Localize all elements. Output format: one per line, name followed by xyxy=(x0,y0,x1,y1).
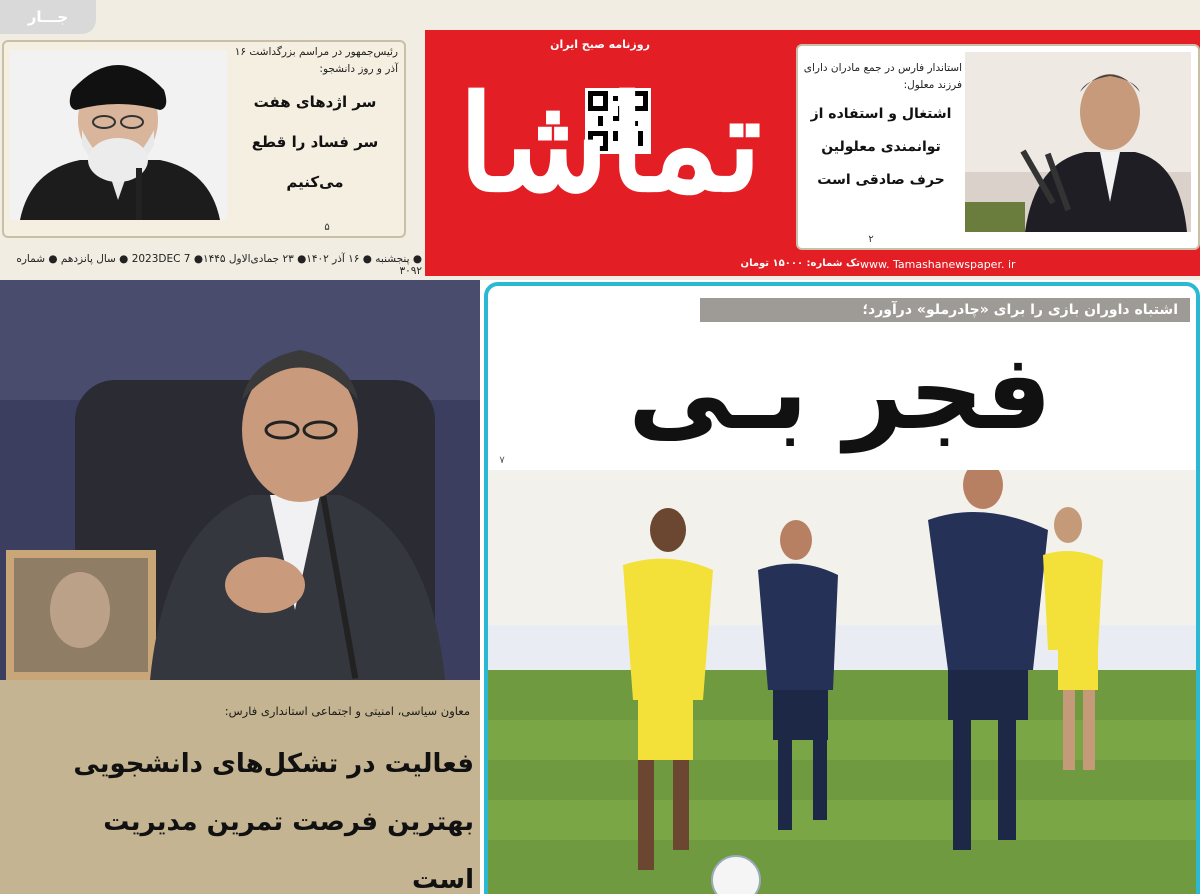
governor-photo xyxy=(965,52,1191,232)
left-headline-line: سر اژدهای هفت xyxy=(253,93,377,111)
left-teaser-kicker: رئیس‌جمهور در مراسم بزرگداشت ۱۶ آذر و روز دانشجو: xyxy=(234,46,398,75)
main-headline-line: فعالیت در تشکل‌های دانشجویی xyxy=(73,749,474,779)
newspaper-tagline: روزنامه صبح ایران xyxy=(550,38,650,51)
website-url[interactable]: www. Tamashanewspaper. ir xyxy=(860,258,1016,271)
right-headline-line: اشتغال و استفاده از xyxy=(810,106,952,122)
right-headline-line: توانمندی معلولین xyxy=(821,139,941,155)
main-headline-line: بهترین فرصت تمرین مدیریت xyxy=(103,807,474,837)
main-headline-line: است xyxy=(411,865,474,894)
sport-page-number: ۷ xyxy=(499,455,505,466)
left-headline-line: سر فساد را قطع xyxy=(251,133,379,151)
official-photo xyxy=(0,280,480,680)
sport-kicker: اشتباه داوران بازی را برای «چادرملو» درآورد؛ xyxy=(700,298,1190,322)
football-match-photo xyxy=(488,470,1196,894)
main-story-kicker: معاون سیاسی، امنیتی و اجتماعی استانداری فارس: xyxy=(224,704,470,718)
left-teaser-headline xyxy=(232,82,398,202)
newspaper-logo: تماشا xyxy=(457,67,763,222)
right-teaser-text xyxy=(800,60,962,197)
president-photo xyxy=(10,50,227,220)
corner-tag: جـــار xyxy=(0,0,96,34)
right-headline-line: حرف صادقی است xyxy=(817,172,945,188)
sport-headline xyxy=(500,322,1180,462)
right-teaser-headline xyxy=(800,98,962,197)
right-teaser-kicker: استاندار فارس در جمع مادران دارای فرزند معلول: xyxy=(803,62,962,91)
left-teaser-page-number: ۵ xyxy=(324,222,330,233)
issue-price: تک شماره: ۱۵۰۰۰ تومان xyxy=(740,258,860,269)
dateline: ● پنجشنبه ● ۱۶ آذر ۱۴۰۲● ۲۳ جمادی‌الاول ۱۴۴۵● 2023DEC 7 ● سال پانزدهم ● شماره ۳۰۹۲ xyxy=(16,253,422,277)
main-story-headline xyxy=(10,735,474,894)
right-teaser-page-number: ۲ xyxy=(868,234,874,245)
sport-headline-part1: فجر بـی xyxy=(628,331,1052,453)
left-headline-line: می‌کنیم xyxy=(286,173,344,191)
left-teaser-text xyxy=(232,44,398,202)
